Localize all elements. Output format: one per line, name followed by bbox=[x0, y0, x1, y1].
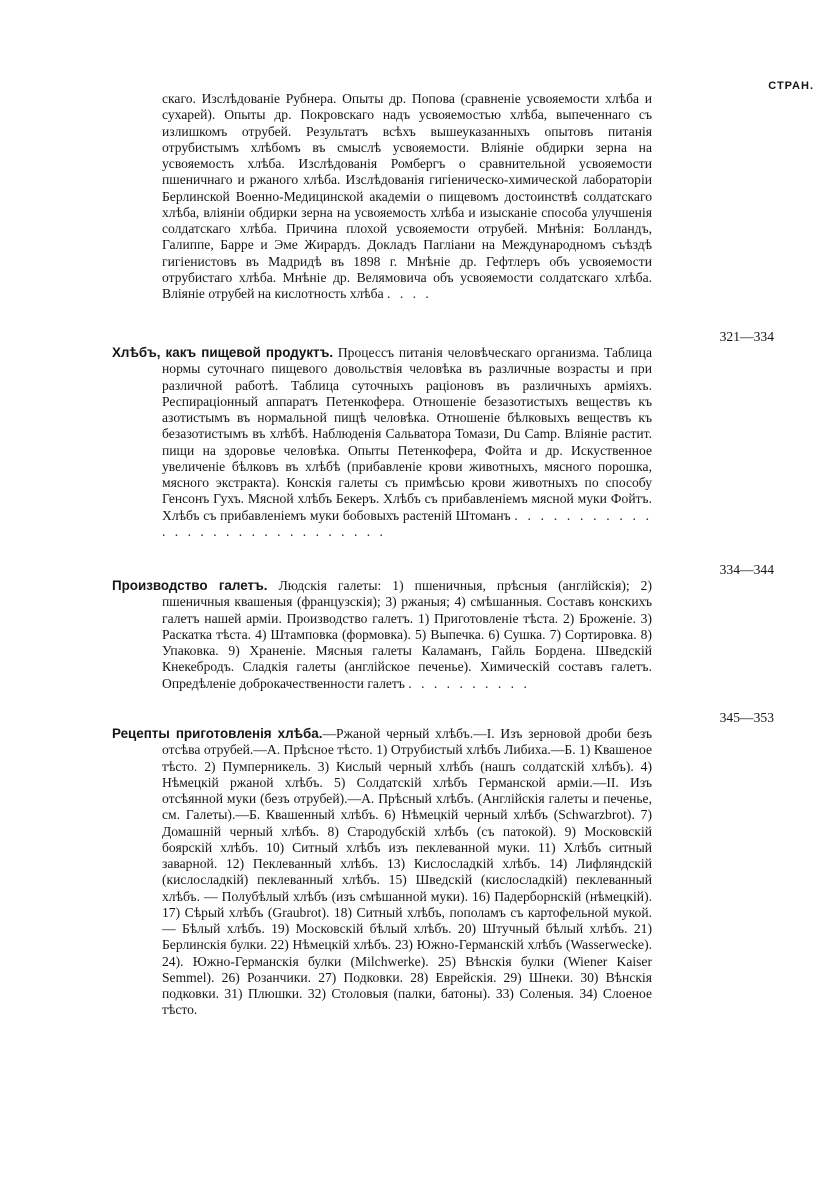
toc-entry-text bbox=[112, 91, 652, 302]
page-range: 345—353 bbox=[719, 709, 774, 725]
page-range: 321—334 bbox=[719, 328, 774, 344]
entry-body: Процессъ питанія человѣческаго организма. Таблица нормы суточнаго пищевого довольствія человѣка въ различные возрасты и при различной работѣ. Таблица суточныхъ раціоновъ въ различныхъ арміяхъ. Респираціонный аппаратъ Петенкофера. Отношеніе безазотистыхъ веществъ къ азотистымъ въ нормальной пищѣ человѣка. Отношеніе бѣлковыхъ веществъ къ безазотистымъ въ хлѣбѣ. Наблюденія Сальватора Томази, Du Camp. Вліяніе растит. пищи на здоровье человѣка. Опыты Петенкофера, Фойта и др. Искуственное увеличеніе бѣлковъ въ хлѣбѣ (прибавленіе крови животныхъ, мясного порошка, мясного экстракта). Конскія галеты съ примѣсью крови животныхъ по способу Генсонъ Гухъ. Мясной хлѣбъ Бекеръ. Хлѣбъ съ прибавленіемъ мясной муки Фойтъ. Хлѣбъ съ прибавленіемъ муки бобовыхъ растеній Штоманъ bbox=[162, 345, 652, 523]
dot-leaders: . . . . . . . . . . . . . . . . . . . . . . . . . . . . . bbox=[162, 507, 653, 539]
entry-title: Производство галетъ. bbox=[112, 578, 268, 593]
entry-body: скаго. Изслѣдованіе Рубнера. Опыты др. Попова (сравненіе усвояемости хлѣба и сухарей). Опыты др. Покровскаго надъ усвояемостью хлѣба, выпеченнаго съ излишкомъ отрубей. Результатъ всѣхъ вышеуказанныхъ опытовъ питанія отрубистымъ хлѣбомъ въ смыслѣ усвояемости. Вліяніе обдирки зерна на усвояемость хлѣба. Изслѣдованія Ромбергъ о сравнительной усвояемости пшеничнаго и ржаного хлѣба. Изслѣдованія гигіеническо-химической лабораторіи Берлинской Военно-Медицинской академіи о пищевомъ достоинствѣ солдатскаго хлѣба, вліяніи обдирки зерна на усвояемость хлѣба и изысканіе способа улучшенія солдатскаго хлѣба. Причина плохой усвояемости отрубей. Мнѣнія: Болландъ, Галиппе, Барре и Эме Жирардъ. Докладъ Пагліани на Международномъ съѣздѣ гигіенистовъ въ Мадридѣ въ 1898 г. Мнѣніе др. Гефтлеръ объ усвояемости отрубистаго хлѣба. Мнѣніе др. Велямовича объ усвояемости солдатскаго хлѣба. Вліяніе отрубей на кислотность хлѣба bbox=[162, 91, 652, 301]
entry-body: —Ржаной черный хлѣбъ.—I. Изъ зерновой дроби безъ отсѣва отрубей.—А. Прѣсное тѣсто. 1) Отрубистый хлѣбъ Либиха.—Б. 1) Квашеное тѣсто. 2) Пумперникель. 3) Кислый черный хлѣбъ (нашъ солдатскій хлѣбъ). 4) Нѣмецкій ржаной хлѣбъ. 5) Солдатскій хлѣбъ Германской арміи.—II. Изъ отсѣянной муки (безъ отрубей).—А. Прѣсный хлѣбъ. (Англійскія галеты и печенье, см. Галеты).—Б. Квашенный хлѣбъ. 6) Нѣмецкій черный хлѣбъ (Schwarzbrot). 7) Домашній черный хлѣбъ. 8) Стародубскій хлѣбъ (съ патокой). 9) Московскій боярскій хлѣбъ. 10) Ситный хлѣбъ изъ пеклеванной муки. 11) Хлѣбъ ситный заварной. 12) Пеклеванный хлѣбъ. 13) Кислосладкій хлѣбъ. 14) Лифляндскій (кислосладкій) пеклеванный хлѣбъ. 15) Шведскій (кислосладкій) пеклеванный хлѣбъ. — Полубѣлый хлѣбъ (изъ смѣшанной муки). 16) Падерборнскій (нѣмецкій). 17) Сѣрый хлѣбъ (Graubrot). 18) Ситный хлѣбъ, пополамъ съ картофельной мукой. — Бѣлый хлѣбъ. 19) Московскій бѣлый хлѣбъ. 20) Штучный бѣлый хлѣбъ. 21) Берлинскія булки. 22) Нѣмецкій хлѣбъ. 23) Южно-Германскій хлѣбъ (Wasserwecke). 24). Южно-Германскія булки (Milchwerke). 25) Вѣнскія булки (Wiener Kaiser Semmel). 26) Розанчики. 27) Подковки. 28) Еврейскія. 29) Шнеки. 30) Вѣнскія подковки. 31) Плюшки. 32) Столовыя (палки, батоны). 33) Соленыя. 34) Слоеное тѣсто. bbox=[162, 726, 652, 1018]
entry-body: Людскія галеты: 1) пшеничныя, прѣсныя (англійскія); 2) пшеничныя квашеныя (французскія); 3) ржаныя; 4) смѣшанныя. Составъ конскихъ галетъ нашей арміи. Производство галетъ. 1) Приготовленіе тѣста. 2) Броженіе. 3) Раскатка тѣста. 4) Штамповка (формовка). 5) Выпечка. 6) Сушка. 7) Сортировка. 8) Упаковка. 9) Храненіе. Мясныя галеты Каламанъ, Гайль Бордена. Шведскій Кнекебродъ. Сладкія галеты (англійское печенье). Химическій составъ галетъ. Опредѣленіе доброкачественности галетъ bbox=[162, 578, 652, 691]
entry-title: Хлѣбъ, какъ пищевой продуктъ. bbox=[112, 345, 334, 360]
toc-entry-text bbox=[112, 345, 652, 540]
toc-entry-galette-production bbox=[112, 578, 774, 726]
pages-column-header: СТРАН. bbox=[768, 80, 814, 92]
dot-leaders: . . . . bbox=[387, 286, 432, 301]
toc-entry-text bbox=[112, 578, 652, 692]
table-of-contents bbox=[112, 91, 774, 1019]
entry-title: Рецепты приготовленія хлѣба. bbox=[112, 726, 323, 741]
dot-leaders: . . . . . . . . . . bbox=[408, 675, 530, 691]
toc-entry-bread-recipes bbox=[112, 726, 774, 1019]
toc-entry-text bbox=[112, 726, 652, 1019]
toc-entry-bread-as-food bbox=[112, 345, 774, 578]
toc-entry-continuation bbox=[112, 91, 774, 345]
page-range: 334—344 bbox=[719, 561, 774, 577]
